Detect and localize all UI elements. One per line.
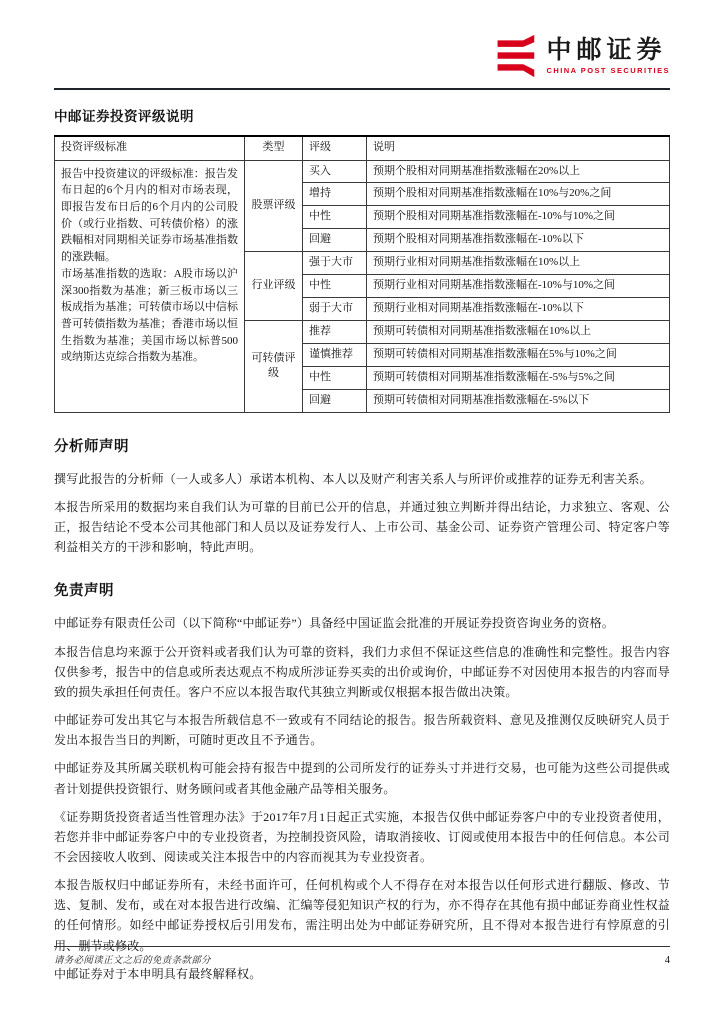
page-header xyxy=(54,34,670,88)
table-row xyxy=(55,160,670,183)
criteria-cell xyxy=(55,160,245,412)
paragraph: 本报告所采用的数据均来自我们认为可靠的目前已公开的信息，并通过独立判断并得出结论，力求独立、客观、公正，报告结论不受本公司其他部门和人员以及证券发行人、上市公司、基金公司、证券资产管理公司、特定客户等利益相关方的干涉和影响，特此声明。 xyxy=(54,499,670,555)
rating-cell: 推荐 xyxy=(303,321,367,344)
type-cell-stock: 股票评级 xyxy=(245,160,303,252)
rating-cell: 中性 xyxy=(303,366,367,389)
rating-cell: 中性 xyxy=(303,275,367,298)
desc-cell: 预期行业相对同期基准指数涨幅在10%以上 xyxy=(367,252,670,275)
rating-table xyxy=(54,135,670,413)
criteria-paragraph: 市场基准指数的选取：A股市场以沪深300指数为基准；新三板市场以三板成指为基准；可转债市场以中信标普可转债指数为基准；香港市场以恒生指数为基准；美国市场以标普500或纳斯达克综合指数为基准。 xyxy=(61,267,238,364)
paragraph: 中邮证券有限责任公司（以下简称“中邮证券”）具备经中国证监会批准的开展证券投资咨询业务的资格。 xyxy=(54,616,615,631)
header-divider xyxy=(54,88,670,90)
desc-cell: 预期可转债相对同期基准指数涨幅在-5%以下 xyxy=(367,389,670,412)
desc-cell: 预期个股相对同期基准指数涨幅在-10%以下 xyxy=(367,229,670,252)
paragraph: 中邮证券及其所属关联机构可能会持有报告中提到的公司所发行的证券头寸并进行交易，也可能为这些公司提供或者计划提供投资银行、财务顾问或者其他金融产品等相关服务。 xyxy=(54,761,670,796)
header-type: 类型 xyxy=(245,136,303,160)
rating-cell: 中性 xyxy=(303,206,367,229)
paragraph: 中邮证券对于本申明具有最终解释权。 xyxy=(54,966,262,981)
footer-disclaimer-note: 请务必阅读正文之后的免责条款部分 xyxy=(54,956,211,966)
rating-cell: 买入 xyxy=(303,160,367,183)
paragraph: 本报告版权归中邮证券所有，未经书面许可，任何机构或个人不得存在对本报告以任何形式进行翻版、修改、节选、复制、发布，或在对本报告进行改编、汇编等侵犯知识产权的行为，亦不得存在其他有损中邮证券商业性权益的任何情形。如经中邮证券授权后引用发布，需注明出处为中邮证券研究所，且不得对本报告进行有悖原意的引用、删节或修改。 xyxy=(54,878,670,953)
disclaimer-section-title: 免责声明 xyxy=(54,583,114,600)
paragraph: 撰写此报告的分析师（一人或多人）承诺本机构、本人以及财产利害关系人与所评价或推荐的证券无利害关系。 xyxy=(54,471,652,486)
desc-cell: 预期个股相对同期基准指数涨幅在10%与20%之间 xyxy=(367,183,670,206)
header-rating: 评级 xyxy=(303,136,367,160)
rating-cell: 回避 xyxy=(303,229,367,252)
desc-cell: 预期行业相对同期基准指数涨幅在-10%与10%之间 xyxy=(367,275,670,298)
page-number: 4 xyxy=(664,955,670,966)
page-footer xyxy=(54,946,670,966)
type-cell-industry: 行业评级 xyxy=(245,252,303,321)
desc-cell: 预期可转债相对同期基准指数涨幅在-5%与5%之间 xyxy=(367,366,670,389)
type-cell-convertible: 可转债评级 xyxy=(245,321,303,413)
brand-name-cn: 中邮证券 xyxy=(546,35,667,64)
header-criteria: 投资评级标准 xyxy=(55,136,245,160)
criteria-paragraph: 报告中投资建议的评级标准：报告发布日起的6个月内的相对市场表现，即报告发布日后的6个月内的公司股价（或行业指数、可转债价格）的涨跌幅相对同期相关证券市场基准指数的涨跌幅。 xyxy=(61,167,238,264)
paragraph: 《证券期货投资者适当性管理办法》于2017年7月1日起正式实施，本报告仅供中邮证券客户中的专业投资者使用，若您并非中邮证券客户中的专业投资者，为控制投资风险，请取消接收、订阅或使用本报告中的任何信息。本公司不会因接收人收到、阅读或关注本报告中的内容而视其为专业投资者。 xyxy=(54,809,670,864)
brand-block xyxy=(493,34,670,78)
rating-section-title: 中邮证券投资评级说明 xyxy=(54,109,194,124)
header-description: 说明 xyxy=(367,136,670,160)
rating-cell: 弱于大市 xyxy=(303,298,367,321)
desc-cell: 预期个股相对同期基准指数涨幅在20%以上 xyxy=(367,160,670,183)
analyst-section-title: 分析师声明 xyxy=(54,438,129,455)
paragraph: 本报告信息均来源于公开资料或者我们认为可靠的资料，我们力求但不保证这些信息的准确性和完整性。报告内容仅供参考，报告中的信息或所表达观点不构成所涉证券买卖的出价或询价，中邮证券不对因使用本报告的内容而导致的损失承担任何责任。客户不应以本报告取代其独立判断或仅根据本报告做出决策。 xyxy=(54,644,670,699)
desc-cell: 预期个股相对同期基准指数涨幅在-10%与10%之间 xyxy=(367,206,670,229)
desc-cell: 预期可转债相对同期基准指数涨幅在10%以上 xyxy=(367,321,670,344)
brand-name-en: CHINA POST SECURITIES xyxy=(546,66,670,76)
desc-cell: 预期可转债相对同期基准指数涨幅在5%与10%之间 xyxy=(367,344,670,367)
brand-text xyxy=(546,37,670,76)
paragraph: 中邮证券可发出其它与本报告所载信息不一致或有不同结论的报告。报告所载资料、意见及推测仅反映研究人员于发出本报告当日的判断，可随时更改且不予通告。 xyxy=(54,713,670,748)
china-post-logo-icon xyxy=(493,34,537,78)
rating-cell: 强于大市 xyxy=(303,252,367,275)
desc-cell: 预期行业相对同期基准指数涨幅在-10%以下 xyxy=(367,298,670,321)
rating-cell: 增持 xyxy=(303,183,367,206)
rating-cell: 谨慎推荐 xyxy=(303,344,367,367)
rating-cell: 回避 xyxy=(303,389,367,412)
rating-table-header-row xyxy=(55,136,670,160)
